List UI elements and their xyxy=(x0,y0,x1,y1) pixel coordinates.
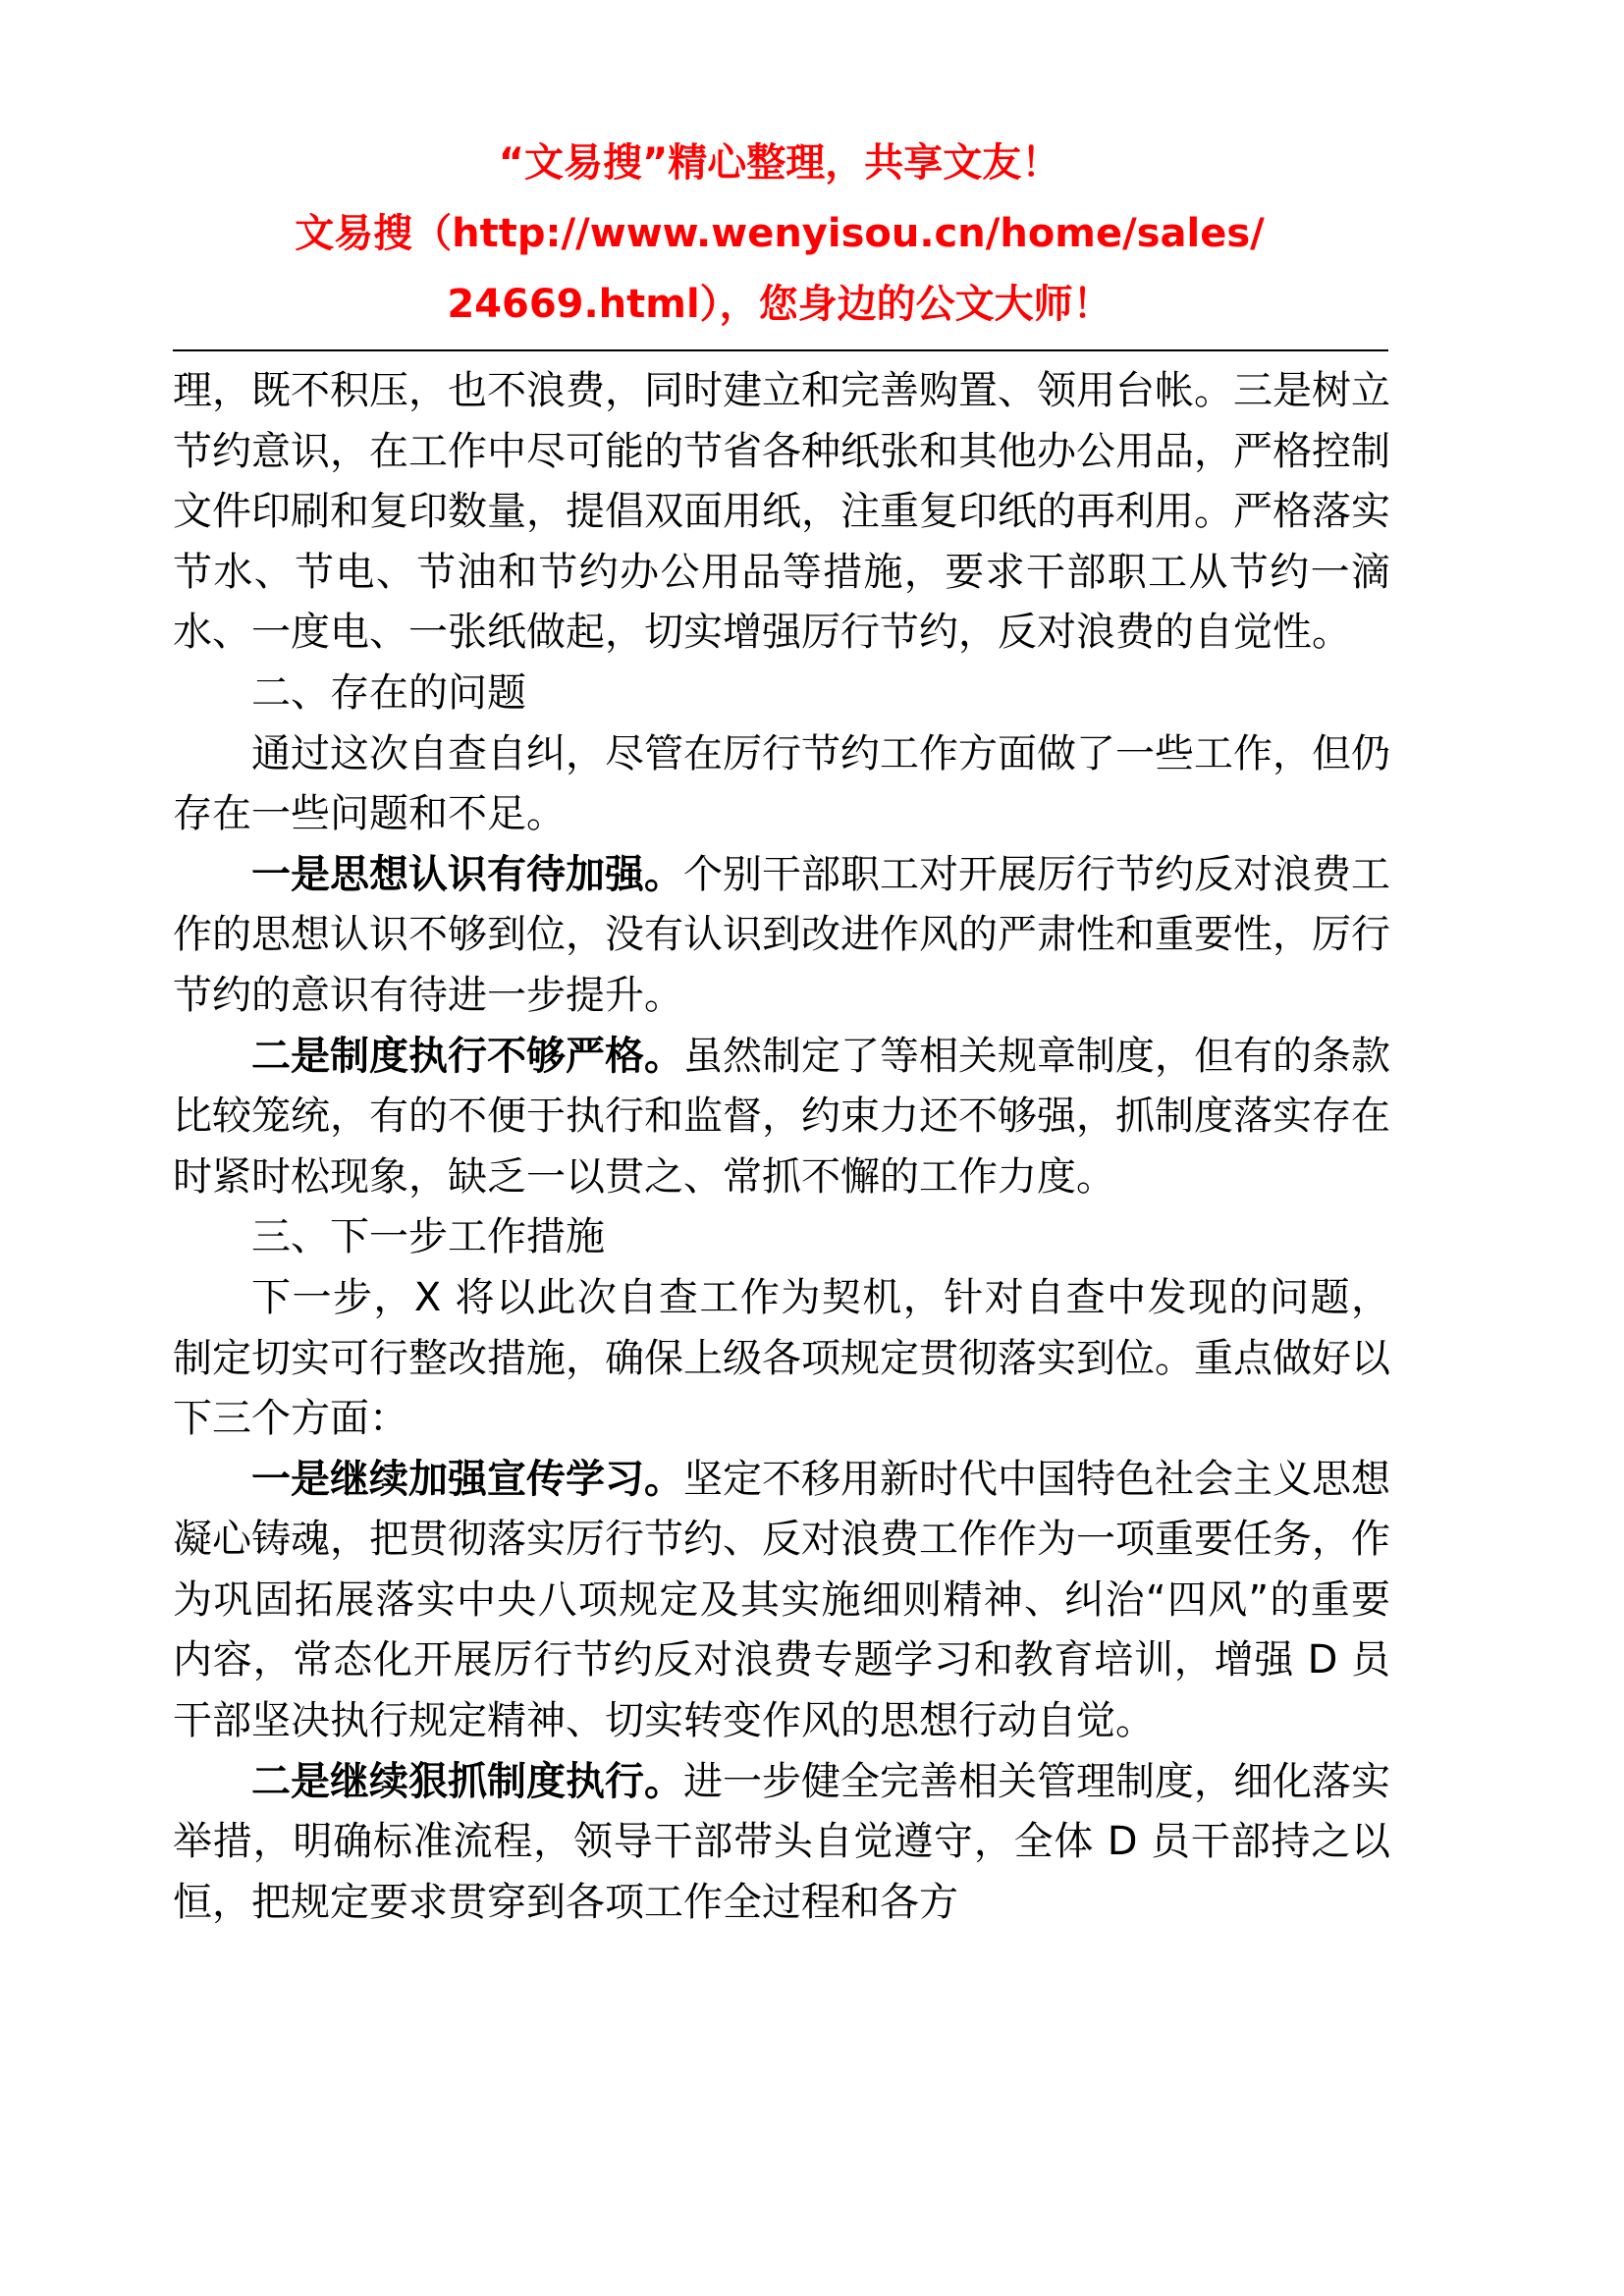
problem-1-lead: 一是思想认识有待加强。 xyxy=(251,851,683,897)
measure-2-lead: 二是继续狠抓制度执行。 xyxy=(251,1758,683,1804)
paragraph-measure-2 xyxy=(173,1752,1390,1934)
paragraph-problem-2 xyxy=(173,1027,1390,1208)
header-line-3: 24669.html），您身边的公文大师！ xyxy=(447,282,1112,327)
paragraph-problem-1 xyxy=(173,845,1390,1027)
header-divider xyxy=(173,349,1388,351)
paragraph-continued: 理，既不积压，也不浪费，同时建立和完善购置、领用台帐。三是树立节约意识，在工作中尽可能的节省各种纸张和其他办公用品，严格控制文件印刷和复印数量，提倡双面用纸，注重复印纸的再利用。严格落实节水、节电、节油和节约办公用品等措施，要求干部职工从节约一滴水、一度电、一张纸做起，切实增强厉行节约，反对浪费的自觉性。 xyxy=(173,368,1390,656)
section-heading-next-steps: 三、下一步工作措施 xyxy=(251,1214,605,1260)
paragraph-measure-1 xyxy=(173,1450,1390,1752)
document-body xyxy=(173,361,1390,1933)
problem-2-lead: 二是制度执行不够严格。 xyxy=(251,1033,683,1079)
paragraph-next-steps-intro: 下一步，X 将以此次自查工作为契机，针对自查中发现的问题，制定切实可行整改措施，确保上级各项规定贯彻落实到位。重点做好以下三个方面： xyxy=(173,1274,1390,1442)
paragraph-problems-intro: 通过这次自查自纠，尽管在厉行节约工作方面做了一些工作，但仍存在一些问题和不足。 xyxy=(173,730,1390,837)
measure-1-text: 坚定不移用新时代中国特色社会主义思想凝心铸魂，把贯彻落实厉行节约、反对浪费工作作为一项重要任务，作为巩固拓展落实中央八项规定及其实施细则精神、纠治“四风”的重要内容，常态化开展厉行节约反对浪费专题学习和教育培训，增强 D 员干部坚决执行规定精神、切实转变作风的思想行动自觉。 xyxy=(173,1456,1390,1744)
section-heading-problems: 二、存在的问题 xyxy=(251,669,526,716)
measure-1-lead: 一是继续加强宣传学习。 xyxy=(251,1456,683,1502)
problem-1-text: 个别干部职工对开展厉行节约反对浪费工作的思想认识不够到位，没有认识到改进作风的严肃性和重要性，厉行节约的意识有待进一步提升。 xyxy=(173,851,1390,1018)
header-line-1: “文易搜”精心整理，共享文友！ xyxy=(498,140,1061,186)
promo-header xyxy=(173,128,1386,340)
measure-2-text: 进一步健全完善相关管理制度，细化落实举措，明确标准流程，领导干部带头自觉遵守，全体 D 员干部持之以恒，把规定要求贯穿到各项工作全过程和各方 xyxy=(173,1758,1390,1925)
header-line-2: 文易搜（http://www.wenyisou.cn/home/sales/ xyxy=(295,211,1265,256)
problem-2-text: 虽然制定了等相关规章制度，但有的条款比较笼统，有的不便于执行和监督，约束力还不够强，抓制度落实存在时紧时松现象，缺乏一以贯之、常抓不懈的工作力度。 xyxy=(173,1033,1390,1200)
